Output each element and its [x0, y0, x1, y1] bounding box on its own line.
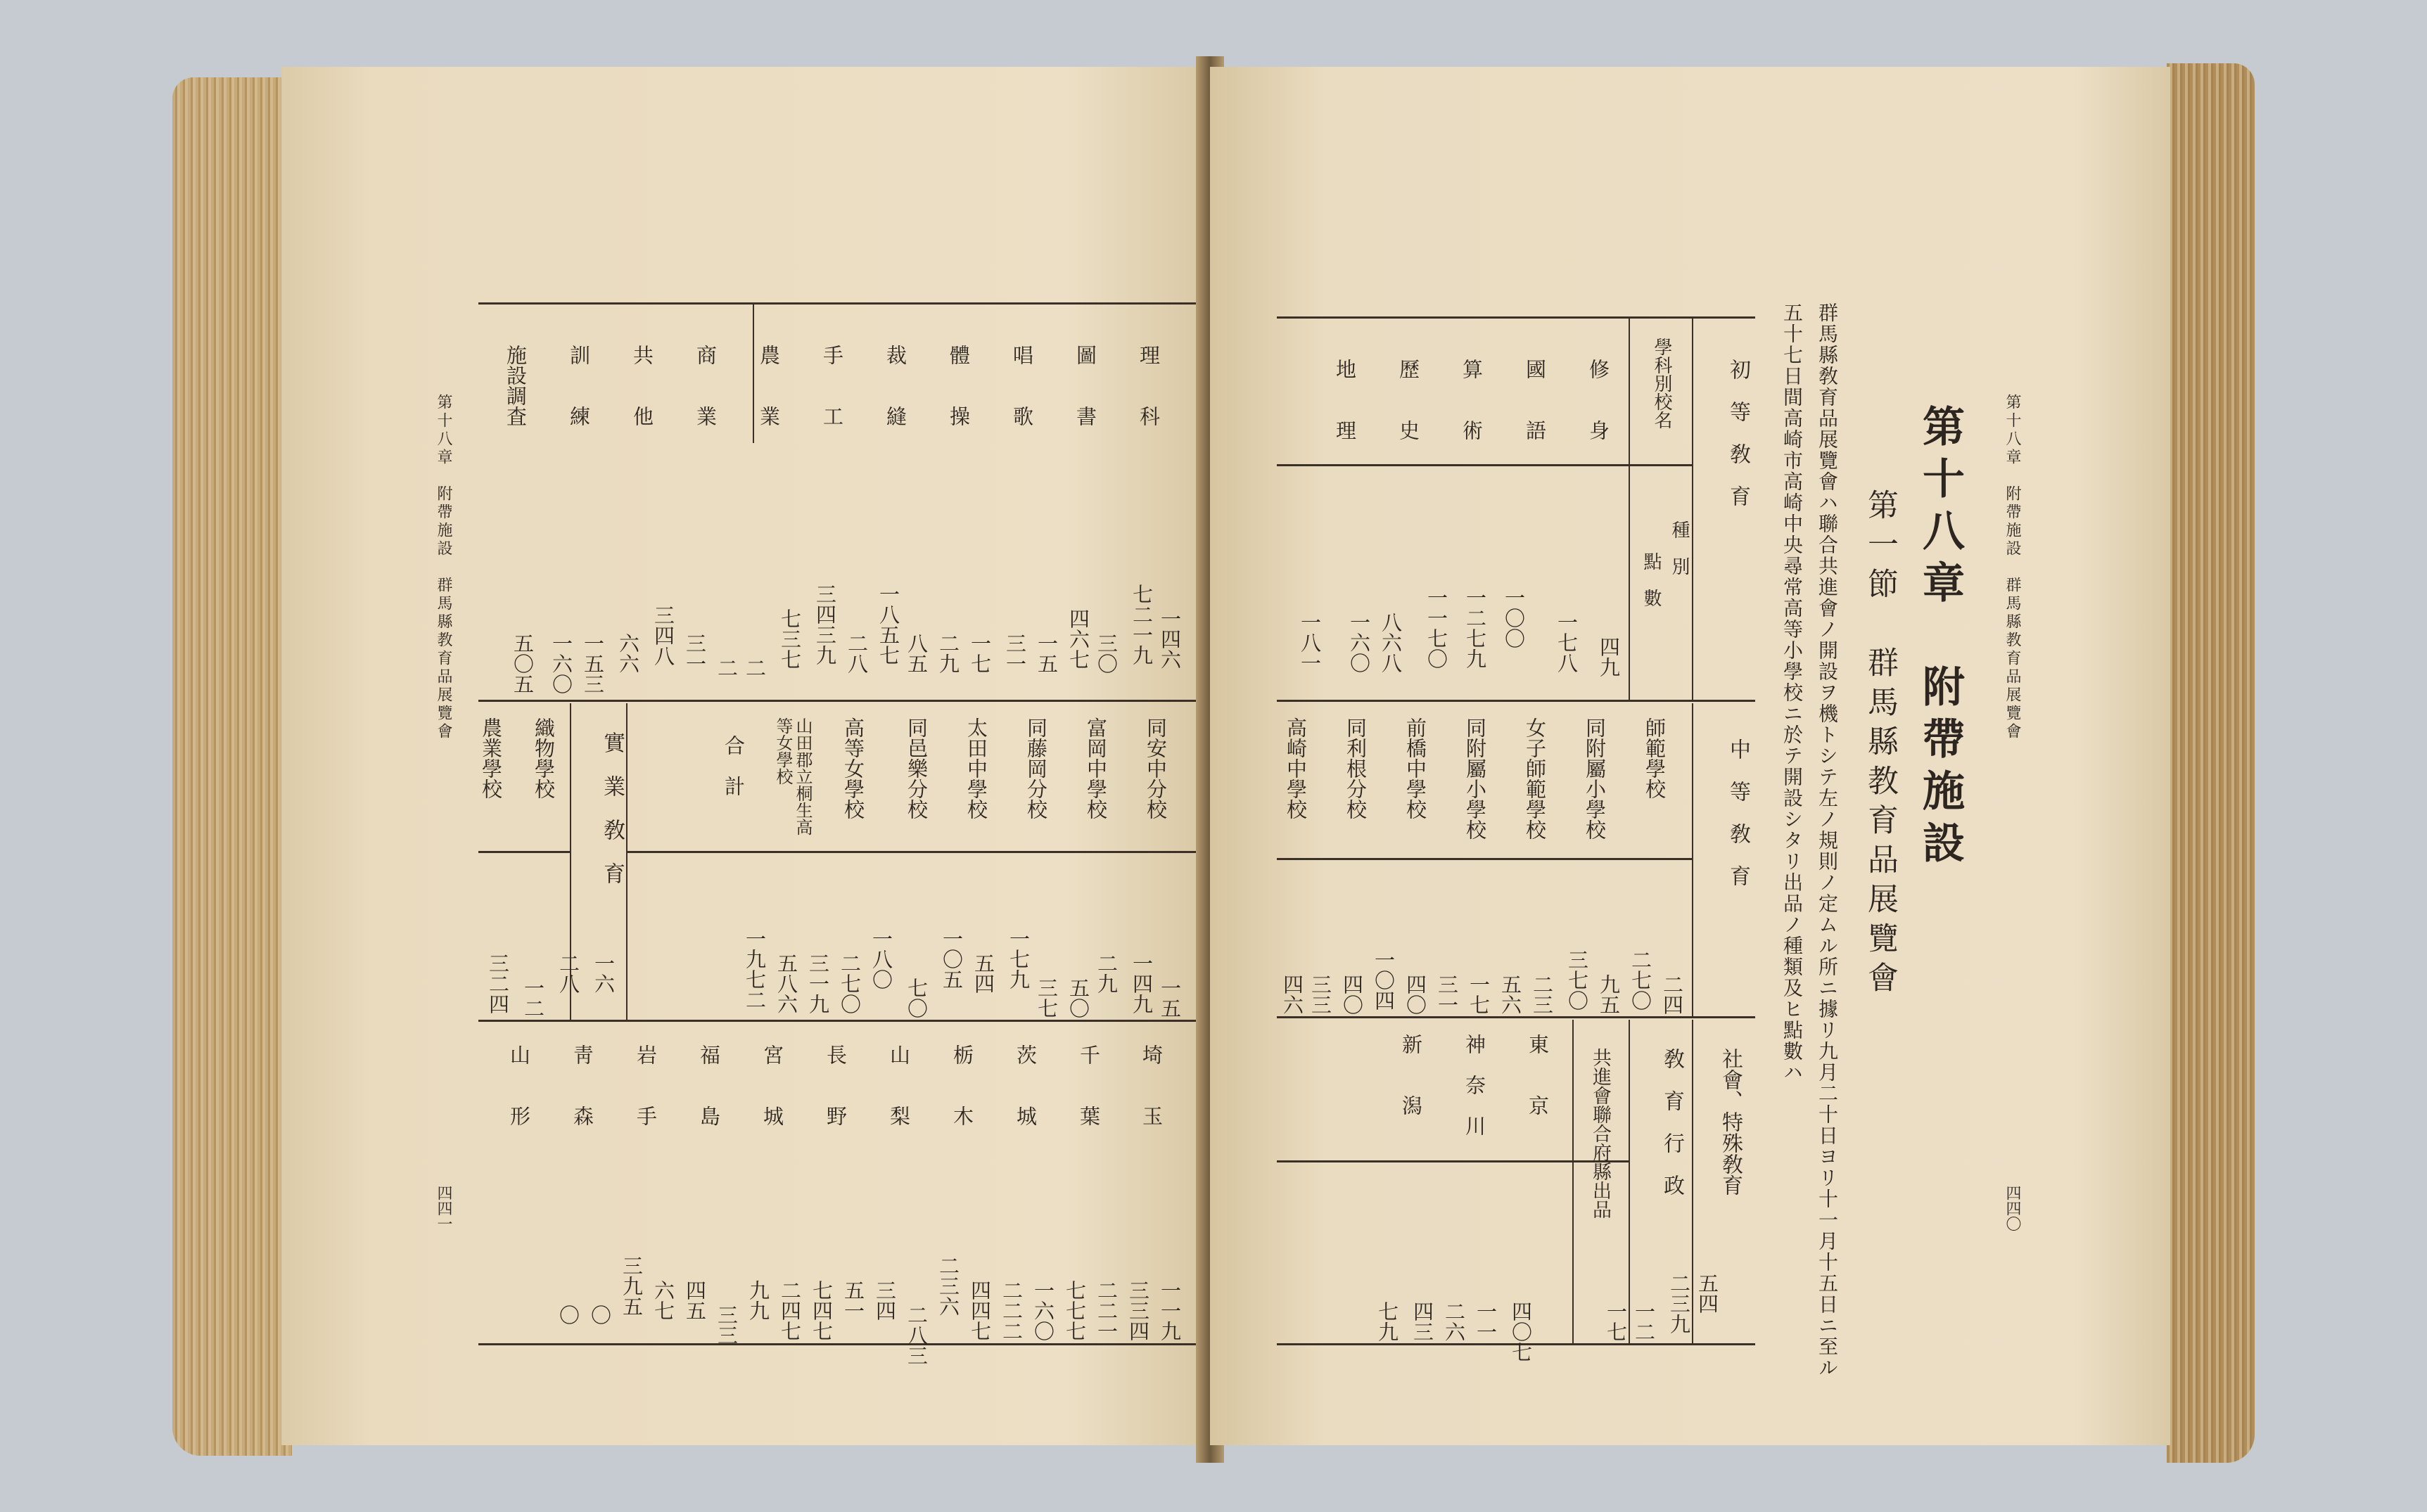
count: 一一九: [1158, 1280, 1182, 1341]
count: 一一: [1474, 1301, 1498, 1342]
count: 四四七: [968, 1280, 992, 1341]
row-name: 師範學校: [1643, 717, 1667, 799]
count: 三一: [683, 633, 707, 674]
row-name: 山 形: [507, 1044, 531, 1126]
row-name: 唱 歌: [1010, 345, 1034, 426]
row-name: 農 業: [757, 345, 781, 426]
count: 一九七二: [743, 928, 767, 1010]
count: 三三四: [1126, 1280, 1150, 1341]
count: 三一: [1435, 974, 1459, 1015]
count: 二八三: [905, 1305, 929, 1366]
row-name: 國 語: [1523, 359, 1547, 440]
row-name: 前橋中學校: [1403, 717, 1427, 819]
count: 一二: [521, 978, 545, 1018]
count: 六六: [616, 633, 640, 674]
count: 一六〇: [549, 633, 573, 694]
count: 二三六: [936, 1255, 960, 1316]
count: 〇: [588, 1305, 612, 1325]
row-name: 東 京: [1526, 1034, 1550, 1115]
row-name: 體 操: [947, 345, 971, 426]
count: 三二四: [486, 953, 510, 1014]
left-page: [281, 67, 1206, 1445]
count: 一七: [1467, 974, 1491, 1015]
count: 二九: [1095, 953, 1119, 994]
row-name: 長 野: [824, 1044, 848, 1126]
count: 二三: [1530, 974, 1554, 1015]
count: 三四八: [651, 605, 675, 666]
count: 四〇: [1403, 974, 1427, 1015]
body-text-line-2: 五十七日間高崎市高崎中央尋常高等小學校ニ於テ開設シタリ出品ノ種類及ヒ點數ハ: [1781, 302, 1804, 1083]
row-name: 宮 城: [760, 1044, 784, 1126]
count: 一八五七: [877, 584, 900, 665]
count: 一六: [592, 953, 616, 994]
count: 五四: [1695, 1273, 1719, 1314]
row-name: 算 術: [1460, 359, 1484, 440]
left-table-prefectures: [478, 1023, 1196, 1366]
right-table-secondary: [1277, 703, 1755, 1020]
row-name: 手 工: [820, 345, 844, 426]
count: 三一九: [806, 953, 830, 1014]
row-name: 山 梨: [887, 1044, 911, 1126]
count: 九九: [746, 1280, 770, 1321]
count: 一五: [1158, 978, 1182, 1018]
right-page: [1210, 67, 2170, 1445]
count: 一四六: [1158, 608, 1182, 669]
row-name: 千 葉: [1077, 1044, 1101, 1126]
row-name: 新 潟: [1399, 1034, 1423, 1115]
row-name: 岩 手: [634, 1044, 658, 1126]
row-name: 地 理: [1333, 359, 1357, 440]
header-kind: 種 別: [1669, 520, 1690, 575]
row-name: 太田中學校: [964, 717, 988, 819]
count: 三〇: [1095, 633, 1119, 674]
row-name: 栃 木: [950, 1044, 974, 1126]
row-name: 施設調査: [504, 345, 528, 426]
page-edges-right: [2167, 63, 2255, 1463]
count: 五六: [1498, 974, 1522, 1015]
count: 四〇: [1340, 974, 1364, 1015]
right-table-primary: [1277, 316, 1755, 703]
count: 一四九: [1130, 953, 1154, 1014]
count: 一二: [1632, 1301, 1656, 1342]
left-table-subjects: [478, 302, 1196, 703]
count: 八五: [905, 633, 929, 674]
category-label-2: 敎 育 行 政: [1660, 1048, 1684, 1196]
count: 七〇: [905, 978, 929, 1018]
count: 一一七〇: [1425, 587, 1448, 669]
count: 三三: [715, 1305, 739, 1345]
count: 三三: [1308, 974, 1332, 1015]
count: 三九五: [620, 1255, 644, 1316]
row-name: 同利根分校: [1344, 717, 1368, 819]
count: 一七: [1604, 1301, 1628, 1342]
row-name: 女子師範學校: [1523, 717, 1547, 840]
left-running-head: 第十八章 附帶施設 群馬縣教育品展覽會: [435, 394, 452, 741]
category-label: 社會、特殊敎育: [1718, 1048, 1743, 1196]
section-title: 第一節 群馬縣教育品展覽會: [1862, 489, 1898, 1001]
count: 四六七: [1066, 608, 1090, 669]
page-edges-left: [172, 77, 292, 1456]
row-name: 山田郡立桐生高等女學校: [773, 717, 813, 835]
row-name: 共 他: [630, 345, 654, 426]
count: 二九: [936, 633, 960, 674]
row-name: 圖 書: [1074, 345, 1097, 426]
row-name: 神 奈 川: [1463, 1034, 1486, 1136]
row-name: 高等女學校: [841, 717, 865, 819]
count: 四〇七: [1509, 1301, 1533, 1362]
row-name: 同邑樂分校: [905, 717, 929, 819]
count: 五〇: [1066, 978, 1090, 1018]
count: 一七八: [1555, 612, 1579, 673]
count: 一二七九: [1463, 587, 1487, 669]
row-name: 埼 玉: [1140, 1044, 1164, 1126]
count: 一八一: [1298, 612, 1322, 673]
count: 四五: [683, 1280, 707, 1321]
count: 九五: [1597, 974, 1621, 1015]
count: 四九: [1597, 636, 1621, 677]
body-text-line-1: 群馬縣敎育品展覽會ハ聯合共進會ノ開設ヲ機トシテ左ノ規則ノ定ムル所ニ據リ九月二十日ヨリ十一月十五日ニ至ル: [1816, 302, 1839, 1378]
row-name: 修 身: [1586, 359, 1610, 440]
count: 五八六: [775, 953, 798, 1014]
header-count: 點 數: [1641, 552, 1662, 607]
count: 一〇〇: [1502, 587, 1526, 648]
count: 七九: [1375, 1301, 1399, 1342]
count: 二八: [556, 953, 580, 994]
count: 二三九: [1667, 1273, 1691, 1334]
right-table-social: [1277, 1020, 1755, 1362]
header-subject: 學科別校名: [1651, 338, 1672, 429]
count: 二七〇: [1629, 949, 1652, 1011]
category-label: 初 等 敎 育: [1726, 359, 1750, 506]
count: 一六〇: [1031, 1280, 1055, 1341]
count: 二: [715, 658, 739, 678]
count: 一八〇: [869, 928, 893, 989]
row-name: 茨 城: [1014, 1044, 1038, 1126]
count: 二八: [845, 633, 869, 674]
row-name: 富岡中學校: [1084, 717, 1108, 819]
count: 三四: [873, 1280, 897, 1321]
row-name: 靑 森: [571, 1044, 594, 1126]
row-name: 農業學校: [479, 717, 503, 799]
count: 二四七: [778, 1280, 802, 1341]
row-name: 高崎中學校: [1284, 717, 1308, 819]
count: 二: [743, 658, 767, 678]
count: 一〇四: [1372, 949, 1396, 1011]
right-running-head: 第十八章 附帶施設 群馬縣教育品展覽會: [2004, 394, 2021, 741]
row-name: 理 科: [1137, 345, 1161, 426]
count: 一七: [968, 633, 992, 674]
category-label: 中 等 敎 育: [1726, 738, 1750, 886]
count: 四六: [1280, 974, 1304, 1015]
count: 六七: [651, 1280, 675, 1321]
row-name: 歷 史: [1396, 359, 1420, 440]
row-name: 同藤岡分校: [1024, 717, 1048, 819]
count: 三四三九: [813, 584, 837, 665]
count: 七三七: [778, 608, 802, 669]
count: 一五三: [581, 633, 605, 694]
count: 三一: [1003, 633, 1027, 674]
right-folio: 四四〇: [2004, 1185, 2021, 1231]
count: 一七九: [1007, 928, 1031, 989]
count: 二二二: [1000, 1280, 1024, 1341]
count: 八六八: [1379, 612, 1403, 673]
row-name: 福 島: [697, 1044, 721, 1126]
count: 七七七: [1063, 1280, 1087, 1341]
count: 一五: [1035, 633, 1059, 674]
row-name: 同安中分校: [1144, 717, 1168, 819]
count: 三七: [1035, 978, 1059, 1018]
count: 二六: [1442, 1301, 1466, 1342]
count: 五四: [972, 953, 995, 994]
count: 二七〇: [838, 953, 862, 1014]
row-name: 合 計: [722, 735, 746, 796]
row-name: 訓 練: [567, 345, 591, 426]
row-name: 織物學校: [532, 717, 556, 799]
left-table-schools: [478, 703, 1196, 1023]
section-label: 實 業 敎 育: [599, 731, 625, 884]
count: 一〇五: [940, 928, 964, 989]
row-name: 同附屬小學校: [1583, 717, 1607, 840]
count: 二二一: [1095, 1280, 1119, 1341]
count: 五〇五: [511, 633, 535, 694]
chapter-title: 第十八章 附帶施設: [1916, 404, 1965, 873]
count: 五一: [841, 1280, 865, 1321]
row-name: 商 業: [694, 345, 718, 426]
count: 一六〇: [1347, 612, 1371, 673]
count: 二四: [1660, 974, 1684, 1015]
row-name: 同附屬小學校: [1463, 717, 1487, 840]
row-name: 裁 縫: [884, 345, 907, 426]
category-label-3: 共進會聯合府縣出品: [1589, 1048, 1611, 1219]
count: 〇: [556, 1305, 580, 1325]
count: 七二一九: [1130, 584, 1154, 665]
count: 三七〇: [1565, 949, 1589, 1011]
left-folio: 四四一: [435, 1185, 452, 1231]
count: 四三: [1410, 1301, 1434, 1342]
count: 七四七: [810, 1280, 834, 1341]
